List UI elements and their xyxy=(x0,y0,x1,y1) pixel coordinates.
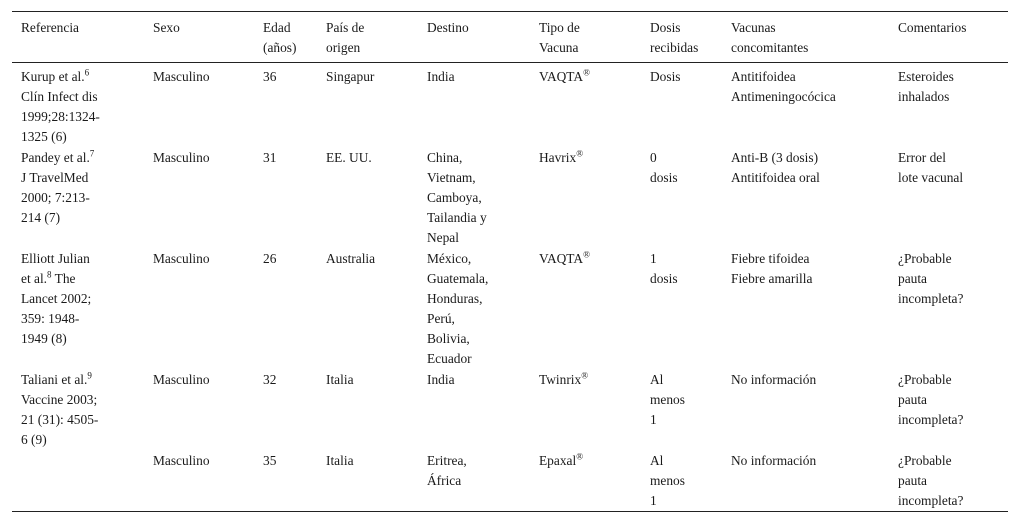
cell-pais: Italia xyxy=(326,372,354,387)
registered-mark: ® xyxy=(576,451,584,462)
cell-referencia xyxy=(12,369,144,450)
cell-sexo: Masculino xyxy=(153,372,210,387)
registered-mark: ® xyxy=(583,67,590,78)
header-tipo-vacuna: Tipo de Vacuna xyxy=(539,20,580,55)
cell-dosis: Al menos 1 xyxy=(650,453,685,508)
cell-vacuna xyxy=(530,63,641,148)
ref-citation: The Lancet 2002; 359: 1948- 1949 (8) xyxy=(21,271,92,346)
table-row xyxy=(12,147,1008,248)
cell-concomitantes: Antitifoidea Antimeningocócica xyxy=(731,69,836,104)
cell-edad: 36 xyxy=(263,69,277,84)
ref-footnote: 7 xyxy=(89,148,95,159)
cell-sexo: Masculino xyxy=(153,150,210,165)
ref-footnote: 9 xyxy=(87,370,92,381)
header-comentarios: Comentarios xyxy=(898,20,967,35)
cell-vacuna xyxy=(530,369,641,450)
header-pais: País de origen xyxy=(326,20,365,55)
cell-edad: 32 xyxy=(263,372,277,387)
cell-concomitantes: No información xyxy=(731,453,817,468)
vaccine-name: Epaxal xyxy=(539,453,577,468)
cell-destino: India xyxy=(427,372,455,387)
cell-referencia xyxy=(12,450,144,512)
cell-destino: México, Guatemala, Honduras, Perú, Bolivia, Ecuador xyxy=(427,251,489,366)
ref-name: Pandey et al. xyxy=(21,150,90,165)
cell-concomitantes: Anti-B (3 dosis) Antitifoidea oral xyxy=(731,150,820,185)
ref-name: Elliott Julian et al. xyxy=(21,251,90,286)
cell-referencia xyxy=(12,147,144,248)
cell-vacuna xyxy=(530,248,641,369)
ref-footnote: 6 xyxy=(84,67,90,78)
cell-edad: 31 xyxy=(263,150,277,165)
cell-referencia xyxy=(12,63,144,148)
cell-referencia xyxy=(12,248,144,369)
cell-destino: Eritrea, África xyxy=(427,453,467,488)
ref-citation: J TravelMed 2000; 7:213- 214 (7) xyxy=(21,170,90,225)
ref-name: Kurup et al. xyxy=(21,69,85,84)
header-sexo: Sexo xyxy=(153,20,180,35)
ref-name: Taliani et al. xyxy=(21,372,88,387)
cell-pais: Singapur xyxy=(326,69,375,84)
registered-mark: ® xyxy=(583,249,590,260)
cell-vacuna xyxy=(530,450,641,512)
cell-sexo: Masculino xyxy=(153,453,210,468)
header-row xyxy=(12,12,1008,63)
ref-footnote: 8 xyxy=(47,269,52,280)
cell-edad: 26 xyxy=(263,251,277,266)
cell-comentarios: ¿Probable pauta incompleta? xyxy=(898,372,964,427)
cell-concomitantes: Fiebre tifoidea Fiebre amarilla xyxy=(731,251,813,286)
cell-pais: EE. UU. xyxy=(326,150,372,165)
table-container xyxy=(12,11,1008,512)
cell-concomitantes: No información xyxy=(731,372,817,387)
cell-destino: China, Vietnam, Camboya, Tailandia y Nepal xyxy=(427,150,487,245)
cell-dosis: Al menos 1 xyxy=(650,372,685,427)
cell-comentarios: ¿Probable pauta incompleta? xyxy=(898,251,964,306)
cell-sexo: Masculino xyxy=(153,251,210,266)
cell-dosis: 0 dosis xyxy=(650,150,678,185)
vaccine-name: VAQTA xyxy=(539,251,584,266)
cell-dosis: 1 dosis xyxy=(650,251,678,286)
cell-dosis: Dosis xyxy=(650,69,681,84)
cell-comentarios: ¿Probable pauta incompleta? xyxy=(898,453,964,508)
cell-pais: Italia xyxy=(326,453,354,468)
vaccine-name: Twinrix xyxy=(539,372,582,387)
table-row xyxy=(12,450,1008,512)
ref-citation: Clín Infect dis 1999;28:1324- 1325 (6) xyxy=(21,89,100,144)
table-row xyxy=(12,63,1008,148)
cell-vacuna xyxy=(530,147,641,248)
header-dosis: Dosis recibidas xyxy=(650,20,699,55)
registered-mark: ® xyxy=(576,148,584,159)
cell-comentarios: Esteroides inhalados xyxy=(898,69,954,104)
header-concomitantes: Vacunas concomitantes xyxy=(731,20,809,55)
cell-sexo: Masculino xyxy=(153,69,210,84)
vaccine-name: VAQTA xyxy=(539,69,584,84)
header-edad: Edad (años) xyxy=(263,20,297,55)
vaccine-name: Havrix xyxy=(539,150,577,165)
registered-mark: ® xyxy=(581,370,589,381)
cell-destino: India xyxy=(427,69,455,84)
table-row xyxy=(12,248,1008,369)
ref-citation: Vaccine 2003; 21 (31): 4505- 6 (9) xyxy=(21,392,99,447)
cell-comentarios: Error del lote vacunal xyxy=(898,150,964,185)
cell-edad: 35 xyxy=(263,453,277,468)
table-body xyxy=(12,63,1008,512)
header-referencia: Referencia xyxy=(21,20,79,35)
cell-pais: Australia xyxy=(326,251,376,266)
vaccination-cases-table xyxy=(12,11,1008,512)
header-destino: Destino xyxy=(427,20,469,35)
table-header xyxy=(12,12,1008,63)
table-row xyxy=(12,369,1008,450)
